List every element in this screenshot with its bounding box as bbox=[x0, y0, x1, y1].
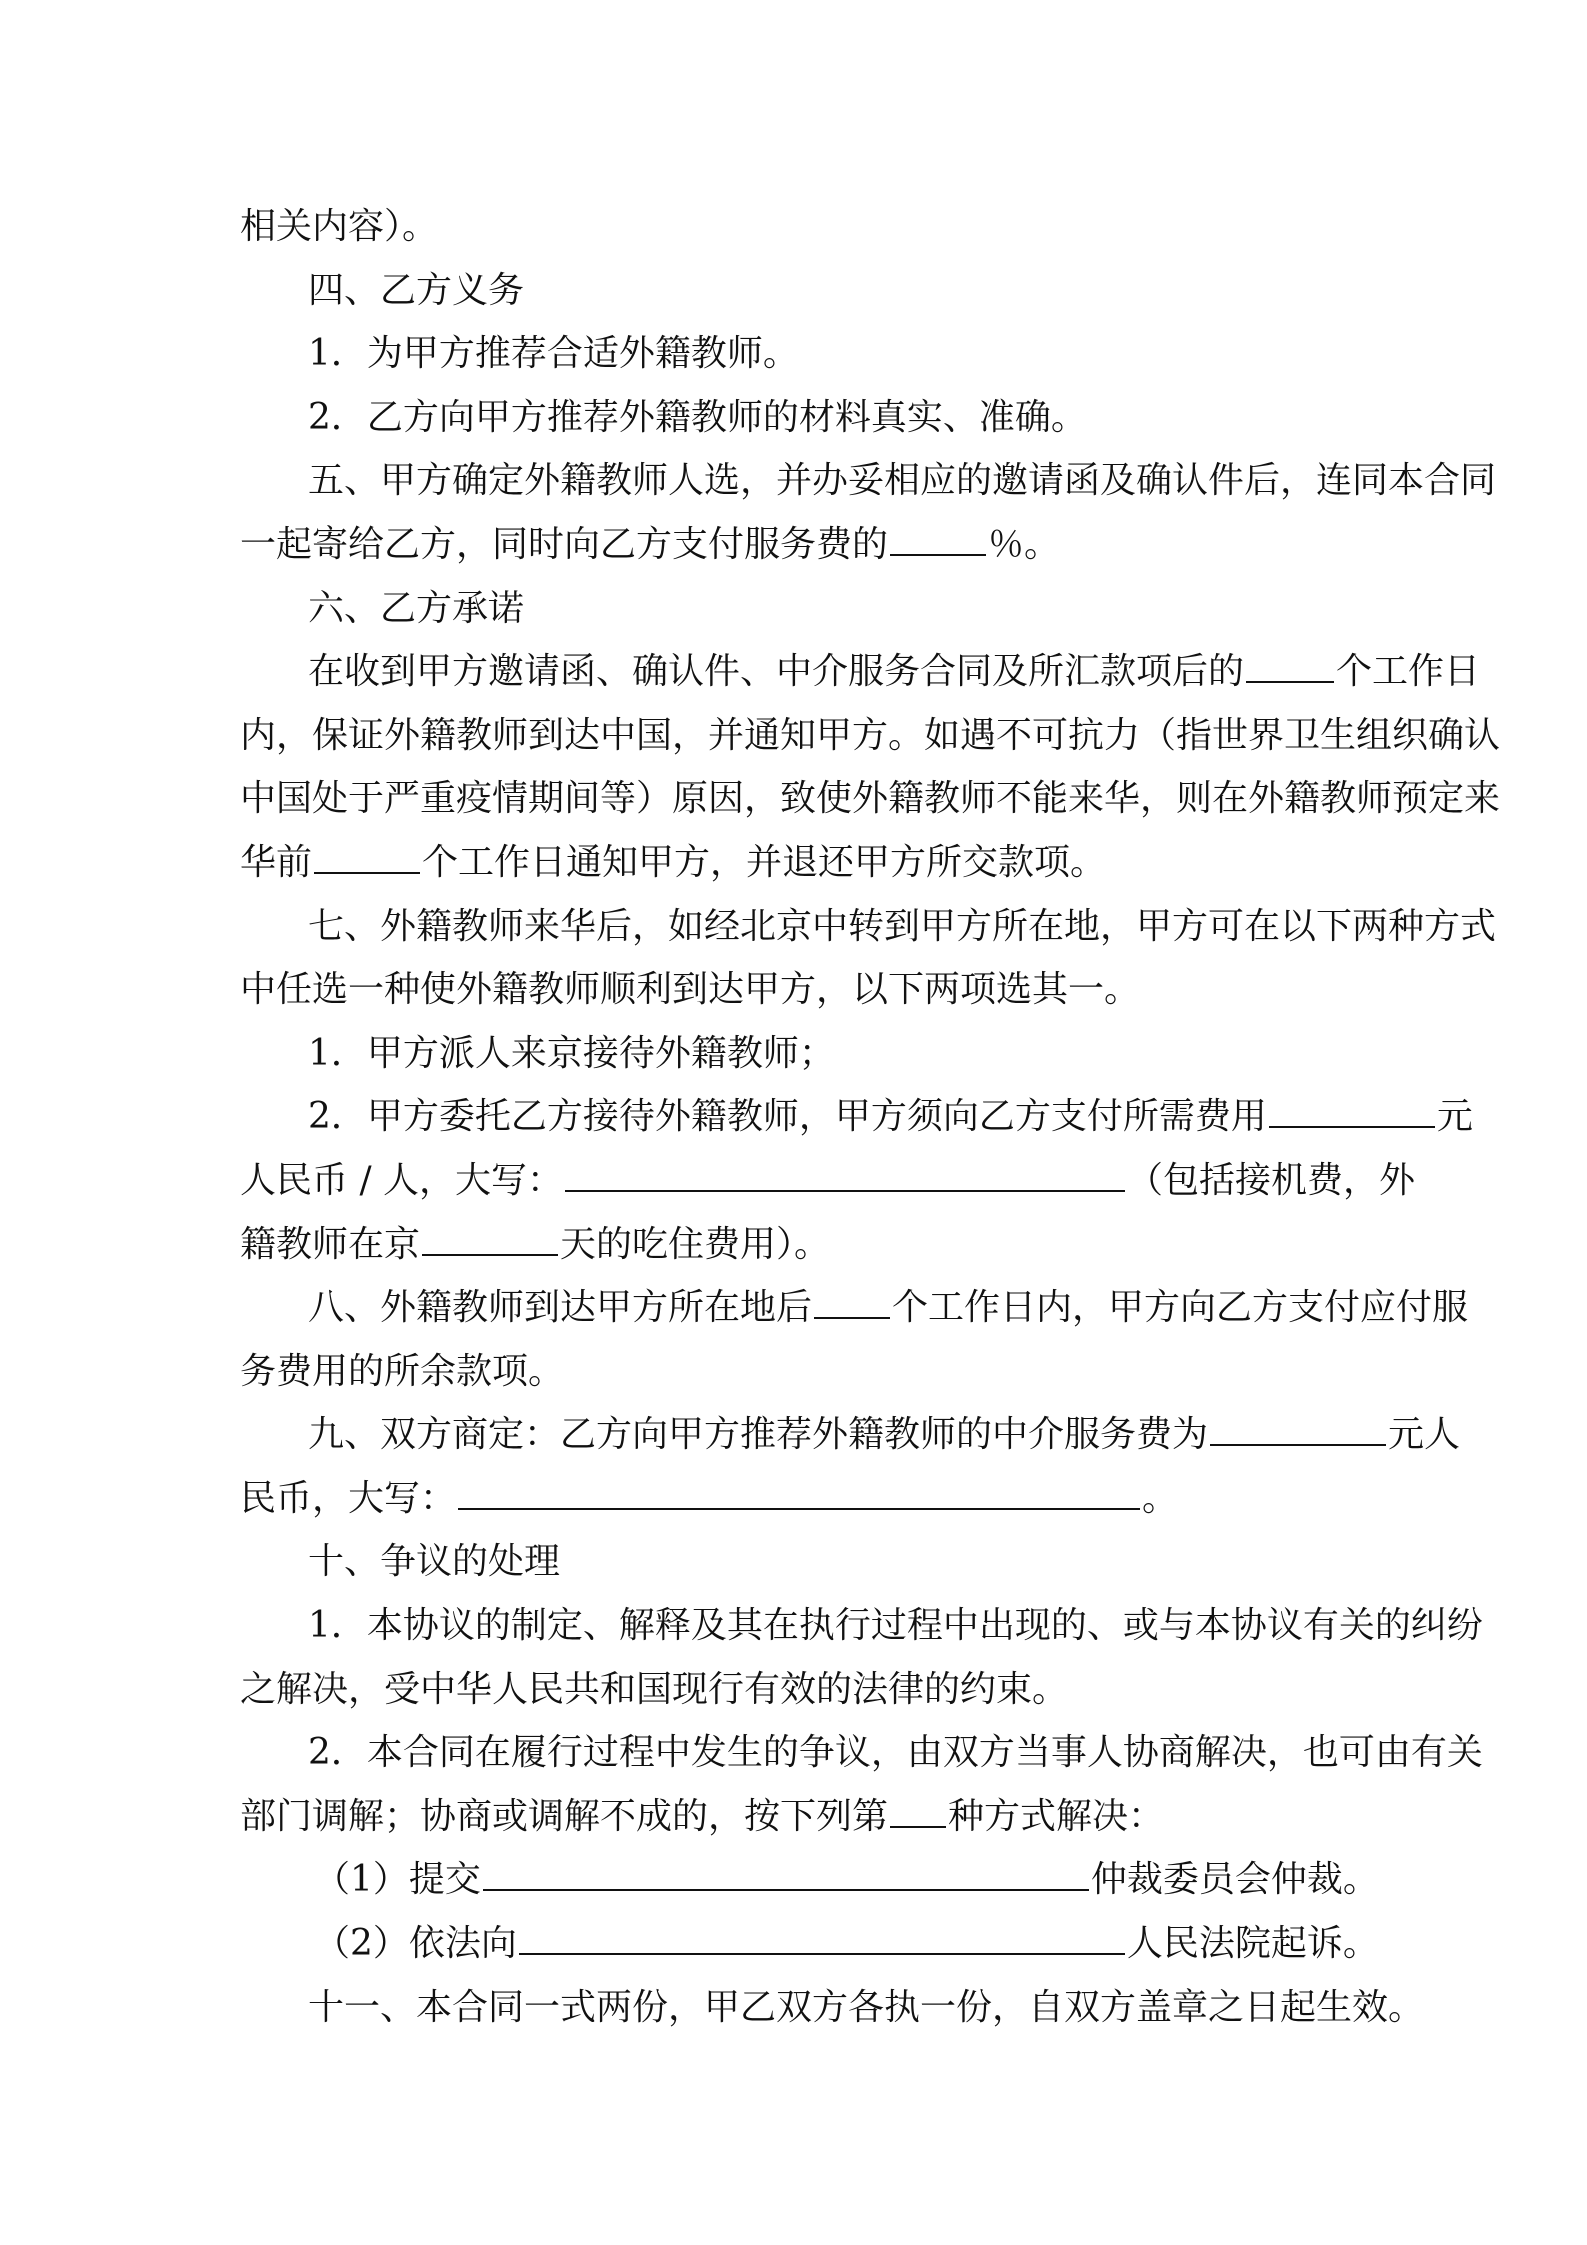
paragraph-line: 之解决，受中华人民共和国现行有效的法律的约束。 bbox=[240, 1668, 1069, 1710]
fill-in-blank bbox=[1246, 680, 1334, 683]
paragraph-line bbox=[240, 1276, 1469, 1340]
paragraph-line: 1．甲方派人来京接待外籍教师； bbox=[308, 1032, 835, 1074]
text-segment: 个工作日通知甲方，并退还甲方所交款项。 bbox=[422, 841, 1107, 883]
paragraph-line: 十一、本合同一式两份，甲乙双方各执一份，自双方盖章之日起生效。 bbox=[308, 1986, 1425, 2028]
text-segment: 。 bbox=[1142, 1477, 1179, 1519]
paragraph-line bbox=[240, 1848, 1379, 1912]
fill-in-blank bbox=[1269, 1125, 1435, 1128]
fill-in-blank bbox=[458, 1507, 1140, 1510]
section-heading-dispute-resolution: 十、争议的处理 bbox=[308, 1541, 561, 1583]
text-segment: （包括接机费，外 bbox=[1127, 1159, 1416, 1201]
text-segment: 人民币 / 人，大写： bbox=[240, 1159, 564, 1201]
paragraph-line: 五、甲方确定外籍教师人选，并办妥相应的邀请函及确认件后，连同本合同 bbox=[308, 460, 1497, 502]
contract-page bbox=[240, 195, 1501, 2039]
text-segment: 个工作日 bbox=[1336, 651, 1481, 693]
text-segment: 一起寄给乙方，同时向乙方支付服务费的 bbox=[240, 523, 889, 565]
paragraph-line bbox=[240, 1403, 1461, 1467]
paragraph-line: 2．本合同在履行过程中发生的争议，由双方当事人协商解决，也可由有关 bbox=[308, 1732, 1483, 1774]
paragraph-line bbox=[240, 1467, 1352, 1531]
fill-in-blank bbox=[814, 1316, 890, 1319]
fill-in-blank bbox=[422, 1253, 558, 1256]
text-segment: 九、双方商定：乙方向甲方推荐外籍教师的中介服务费为 bbox=[308, 1414, 1209, 1456]
fill-in-blank bbox=[519, 1952, 1125, 1955]
text-segment: 种方式解决： bbox=[948, 1795, 1165, 1837]
section-heading-party-b-obligations: 四、乙方义务 bbox=[308, 269, 525, 311]
paragraph-line bbox=[240, 640, 1481, 704]
text-segment: 籍教师在京 bbox=[240, 1223, 421, 1265]
paragraph-line: 中国处于严重疫情期间等）原因，致使外籍教师不能来华，则在外籍教师预定来 bbox=[240, 778, 1501, 820]
text-segment: 个工作日内，甲方向乙方支付应付服 bbox=[892, 1287, 1469, 1329]
text-segment: 民币，大写： bbox=[240, 1477, 457, 1519]
fill-in-blank bbox=[483, 1888, 1089, 1891]
paragraph-line bbox=[240, 1149, 1416, 1213]
paragraph-line: 2．乙方向甲方推荐外籍教师的材料真实、准确。 bbox=[308, 396, 1087, 438]
paragraph-line: 务费用的所余款项。 bbox=[240, 1350, 565, 1392]
fill-in-blank bbox=[890, 1825, 946, 1828]
paragraph-line bbox=[240, 831, 1352, 895]
text-segment: 华前 bbox=[240, 841, 313, 883]
text-segment: 2．甲方委托乙方接待外籍教师，甲方须向乙方支付所需费用 bbox=[308, 1096, 1267, 1138]
text-segment: ％。 bbox=[988, 523, 1061, 565]
paragraph-line bbox=[240, 1912, 1379, 1976]
fill-in-blank bbox=[1210, 1443, 1386, 1446]
paragraph-line: 相关内容）。 bbox=[240, 206, 439, 247]
text-segment: （1）提交 bbox=[314, 1859, 481, 1901]
paragraph-line: 1．为甲方推荐合适外籍教师。 bbox=[308, 333, 799, 375]
text-segment: 仲裁委员会仲裁。 bbox=[1090, 1859, 1379, 1901]
text-segment: 人民法院起诉。 bbox=[1126, 1923, 1379, 1965]
text-segment: 元人 bbox=[1388, 1414, 1461, 1456]
paragraph-line: 内，保证外籍教师到达中国，并通知甲方。如遇不可抗力（指世界卫生组织确认 bbox=[240, 714, 1501, 756]
fill-in-blank bbox=[565, 1189, 1125, 1192]
fill-in-blank bbox=[890, 553, 986, 556]
paragraph-line: 1．本协议的制定、解释及其在执行过程中出现的、或与本协议有关的纠纷 bbox=[308, 1605, 1483, 1647]
paragraph-line bbox=[240, 1213, 1352, 1277]
text-segment: 八、外籍教师到达甲方所在地后 bbox=[308, 1287, 813, 1329]
text-segment: 在收到甲方邀请函、确认件、中介服务合同及所汇款项后的 bbox=[308, 651, 1245, 693]
text-segment: 部门调解；协商或调解不成的，按下列第 bbox=[240, 1795, 889, 1837]
text-segment: 天的吃住费用）。 bbox=[560, 1223, 831, 1265]
text-segment: 元 bbox=[1436, 1096, 1473, 1138]
paragraph-line bbox=[240, 1085, 1473, 1149]
paragraph-line: 中任选一种使外籍教师顺利到达甲方，以下两项选其一。 bbox=[240, 969, 1141, 1011]
section-heading-party-b-commitment: 六、乙方承诺 bbox=[308, 587, 525, 629]
fill-in-blank bbox=[314, 871, 420, 874]
paragraph-line: 七、外籍教师来华后，如经北京中转到甲方所在地，甲方可在以下两种方式 bbox=[308, 905, 1497, 947]
text-segment: （2）依法向 bbox=[314, 1923, 517, 1965]
paragraph-line bbox=[240, 1785, 1352, 1849]
paragraph-line bbox=[240, 513, 1352, 577]
